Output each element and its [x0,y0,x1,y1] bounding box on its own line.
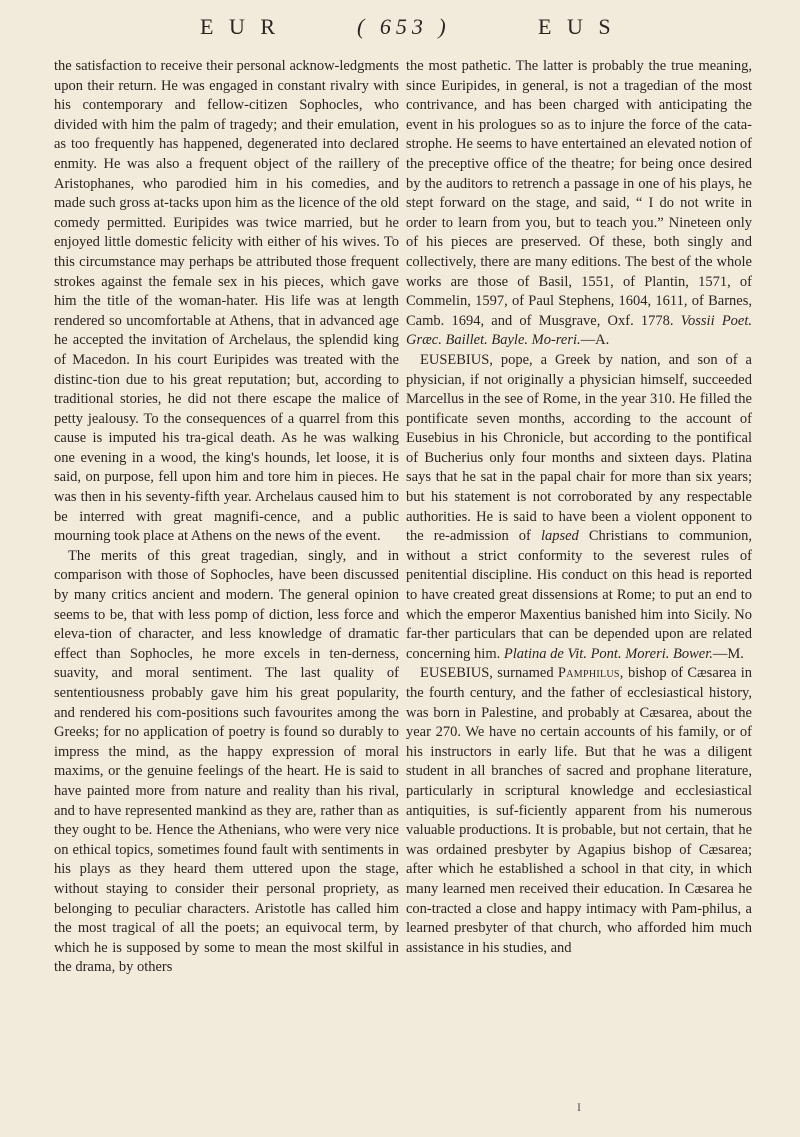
header-right-catchword: E U S [538,14,616,39]
paragraph-euripides-life: the satisfaction to receive their personal acknow-ledgments upon their return. He was engaged in constant rivalry with his contemporary and fellow-citizen Sophocles, who divided with him the palm of tragedy; and their emulation, as too frequently has happened, degenerated into declared enmity. He was also a frequent object of the raillery of Aristophanes, who parodied him in his comedies, and made such gross at-tacks upon him as the licence of the old comedy permitted. Euripides was twice married, but he enjoyed little domestic felicity with either of his wives. To this circumstance may perhaps be attributed those frequent strokes against the female sex in his pieces, which gave him the title of the woman-hater. His life was at length rendered so uncomfortable at Athens, that in advanced age he accepted the invitation of Archelaus, the splendid king of Macedon. In his court Euripides was treated with the distinc-tion due to his great reputation; but, according to traditional stories, he did not there escape the malice of petty jealousy. To the consequences of a quarrel from this cause is imputed his tra-gical death. As he was walking one evening in a wood, the king's hounds, let loose, it is said, on purpose, fell upon him and tore him in pieces. He was then in his seventy-fifth year. Archelaus caused him to be interred with great magnifi-cence, and a public mourning took place at Athens on the news of the event. [54,58,399,545]
surname: Pamphilus, [557,665,624,682]
header-left-catchword: E U R [200,14,280,39]
entry-eusebius-pamphilus [406,664,752,958]
entry-heading: EUSEBIUS, [420,665,493,682]
entry-eusebius-pope [406,351,752,665]
paragraph-euripides-merits: The merits of this great tragedian, singly, and in comparison with those of Sophocles, have been discussed by many critics ancient and modern. The general opinion seems to be, that with less pomp of diction, less force and eleva-tion of character, and less knowledge of dramatic effect than Sophocles, he more excels in ten-derness, suavity, and moral sentiment. The last quality of sententiousness probably gave him his great popularity, and rendered his com-positions such favourites among the Greeks; for no application of poetry is found so durably to impress the mind, as the happy expression of moral maxims, or the genuine feelings of the heart. He is said to have painted more from nature and reality than his rival, and to have represented mankind as they are, rather than as they ought to be. Hence the Athenians, who were very nice on ethical topics, sometimes found fault with sentiments in his plays as they heard them uttered upon the stage, without staying to consider their personal propriety, as belonging to peculiar characters. Aristotle has called him the most tragical of all the poets; an equivocal term, by which he is supposed by some to mean the most skilful in the drama, by others [54,547,399,976]
author-signature: —A. [580,332,610,349]
entry-text: pope, a Greek by nation, and son of a physician, if not originally a physician himself, succeeded Marcellus in the see of Rome, in the year 310. He filled the pontificate seven months, according to the account of Eusebius in his Chronicle, but according to the pontifical of Bucherius only four months and sixteen days. Platina says that he sat in the papal chair for more than six years; but his statement is not corroborated by any respectable authorities. He is said to have been a violent opponent to the re-admission of [406,351,752,545]
entry-text-continued: Christians to communion, without a strict conformity to the severest rules of penitential discipline. His conduct on this head is reported to have created great dissensions at Rome; to put an end to which the emperor Maxentius banished him into Sicily. No far-ther particulars that can be depended upon are related concerning him. [406,528,753,662]
left-column [54,57,399,978]
entry-heading: EUSEBIUS, [420,351,493,368]
right-column [406,57,752,958]
author-signature: —M. [712,645,744,662]
surname-lead: surnamed [497,665,554,682]
source-references: Vossii Poet. Græc. Baillet. Bayle. Mo-reri. [406,312,753,349]
entry-text: bishop of Cæsarea in the fourth century, and the father of ecclesiastical history, was born in Palestine, and probably at Cæsarea, about the year 270. We have no certain accounts of his family, or of his instructors in early life. But that he was a diligent student in all branches of sacred and prophane literature, particularly in scriptural knowledge and ecclesiastical antiquities, is suf-ficiently apparent from his numerous valuable productions. It is probable, but not certain, that he was ordained presbyter by Agapius bishop of Cæsarea; after which he established a school in that city, in which many learned men received their education. In Cæsarea he con-tracted a close and happy intimacy with Pam-philus, a learned presbyter of that church, who afforded him much assistance in his studies, and [406,665,753,956]
editions-text: the most pathetic. The latter is probably the true meaning, since Euripides, in general, is not a tragedian of the most contrivance, and has been charged with anticipating the event in his prologues so as to injure the force of the cata-strophe. He seems to have entertained an elevated notion of the preceptive office of the theatre; for being once desired by the auditors to retrench a passage in one of his plays, he stept forward on the stage, and said, “ I do not write in order to learn from you, but to teach you.” Nineteen only of his pieces are preserved. Of these, both singly and collectively, there are many editions. The best of the whole works are those of Basil, 1551, of Plantin, 1571, of Commelin, 1597, of Paul Stephens, 1604, 1611, of Barnes, Camb. 1694, and of Musgrave, Oxf. 1778. [406,58,752,329]
source-references: Platina de Vit. Pont. Moreri. Bower. [503,645,713,662]
page-number: ( 653 ) [357,14,451,39]
paragraph-euripides-editions [406,57,752,351]
signature-mark: I [577,1100,581,1114]
running-header [0,14,800,54]
italic-term: lapsed [540,528,579,545]
